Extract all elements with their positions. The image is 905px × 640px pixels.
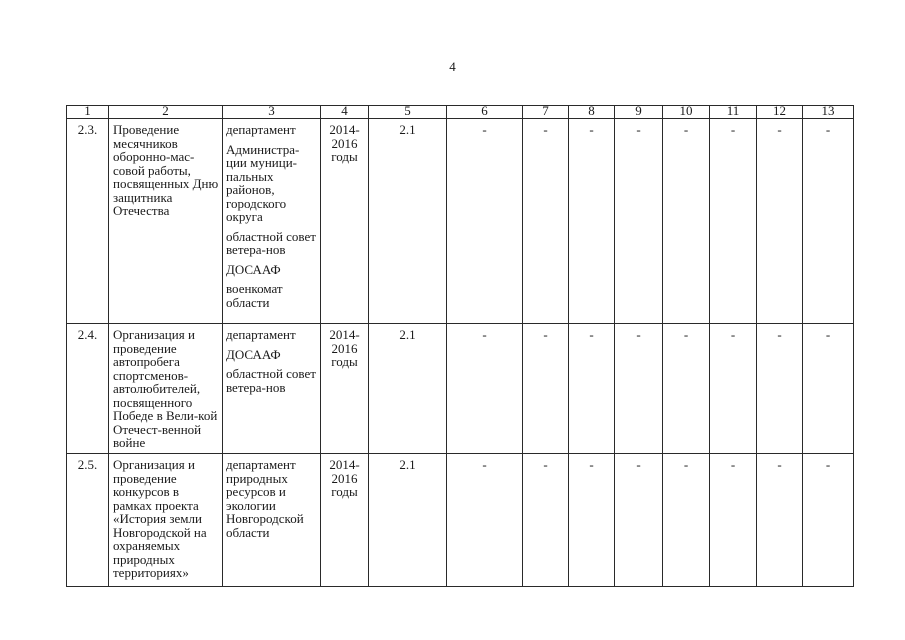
column-number-cell: 7	[523, 106, 569, 119]
column-number-cell: 11	[710, 106, 757, 119]
value-cell: -	[447, 324, 523, 454]
column-number-cell: 8	[569, 106, 615, 119]
value-cell: -	[569, 324, 615, 454]
item-indicator: 2.1	[369, 324, 447, 454]
value-cell: -	[447, 119, 523, 324]
column-numbers-row	[67, 106, 854, 119]
executor: военкомат области	[226, 281, 283, 310]
executor: департамент природных ресурсов и экологии Новгородской области	[226, 457, 304, 540]
value-cell: -	[523, 454, 569, 587]
value-cell: -	[757, 119, 803, 324]
value-cell: -	[710, 324, 757, 454]
executor: областной совет ветера-нов	[226, 366, 316, 395]
value-cell: -	[447, 454, 523, 587]
column-number-cell: 2	[109, 106, 223, 119]
item-term: 2014-2016 годы	[321, 119, 369, 324]
value-cell: -	[710, 119, 757, 324]
value-cell: -	[757, 324, 803, 454]
item-term: 2014-2016 годы	[321, 324, 369, 454]
column-number-cell: 9	[615, 106, 663, 119]
item-executors	[223, 324, 321, 454]
item-executors	[223, 454, 321, 587]
item-number: 2.4.	[67, 324, 109, 454]
page-number: 4	[449, 59, 456, 74]
column-number-cell: 6	[447, 106, 523, 119]
value-cell: -	[615, 119, 663, 324]
item-indicator: 2.1	[369, 119, 447, 324]
executor: ДОСААФ	[226, 261, 281, 277]
table-row	[67, 119, 854, 324]
value-cell: -	[663, 454, 710, 587]
column-number-cell: 12	[757, 106, 803, 119]
item-name: Проведение месячников оборонно-мас-совой работы, посвященных Дню защитника Отечества	[109, 119, 223, 324]
value-cell: -	[710, 454, 757, 587]
column-number-cell: 4	[321, 106, 369, 119]
item-name: Организация и проведение автопробега спортсменов-автолюбителей, посвященного Победе в Вели-кой Отечест-венной войне	[109, 324, 223, 454]
value-cell: -	[569, 119, 615, 324]
executor: областной совет ветера-нов	[226, 228, 316, 257]
value-cell: -	[523, 119, 569, 324]
item-name: Организация и проведение конкурсов в рамках проекта «История земли Новгородской на охраняемых природных территориях»	[109, 454, 223, 587]
column-number-cell: 5	[369, 106, 447, 119]
executor: Администра-ции муници-пальных районов, городского округа	[226, 141, 300, 224]
item-term: 2014-2016 годы	[321, 454, 369, 587]
value-cell: -	[803, 454, 854, 587]
item-number: 2.5.	[67, 454, 109, 587]
item-indicator: 2.1	[369, 454, 447, 587]
executor: департамент	[226, 122, 296, 137]
value-cell: -	[615, 454, 663, 587]
item-executors	[223, 119, 321, 324]
value-cell: -	[663, 324, 710, 454]
table-row	[67, 454, 854, 587]
executor: департамент	[226, 327, 296, 342]
column-number-cell: 10	[663, 106, 710, 119]
executor: ДОСААФ	[226, 346, 281, 362]
measures-table	[66, 105, 854, 587]
value-cell: -	[663, 119, 710, 324]
column-number-cell: 3	[223, 106, 321, 119]
value-cell: -	[615, 324, 663, 454]
item-number: 2.3.	[67, 119, 109, 324]
value-cell: -	[523, 324, 569, 454]
value-cell: -	[569, 454, 615, 587]
column-number-cell: 1	[67, 106, 109, 119]
value-cell: -	[803, 324, 854, 454]
value-cell: -	[757, 454, 803, 587]
table-row	[67, 324, 854, 454]
value-cell: -	[803, 119, 854, 324]
column-number-cell: 13	[803, 106, 854, 119]
